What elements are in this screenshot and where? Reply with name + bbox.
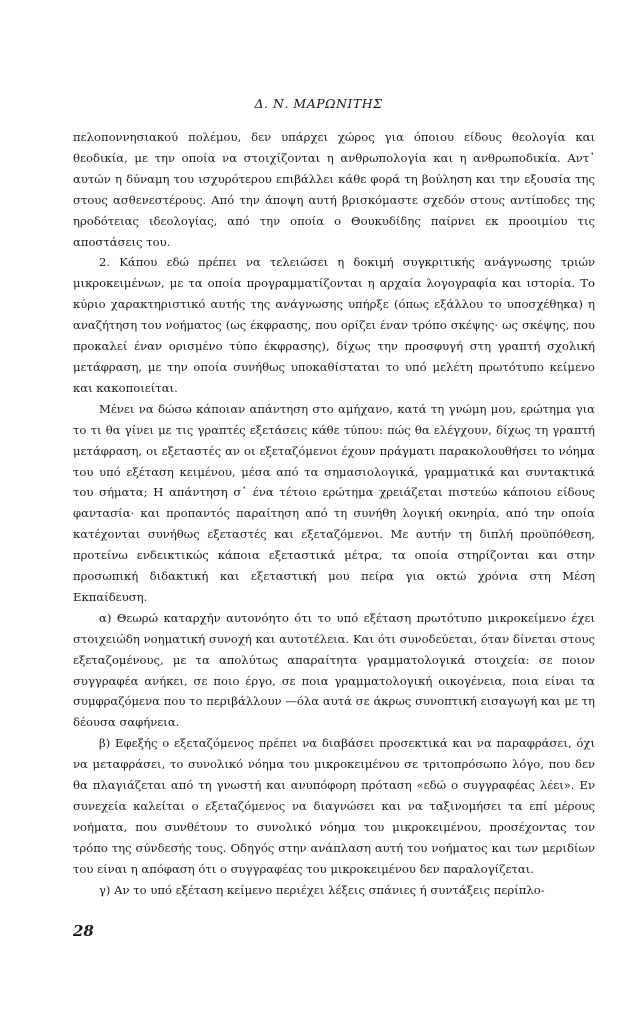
paragraph-continuation: πελοποννησιακού πολέμου, δεν υπάρχει χώρος για όποιου είδους θεολογία και θεοδικία, με την οποία να στοιχίζονται η ανθρωπολογία και η ανθρωποδικία. Αντ᾽ αυτών η δύναμη του ισχυρότερου επιβάλλει κάθε φορά τη βούληση και την εξουσία της στους ασθενεστέρους. Από την άποψη αυτή βρισκόμαστε σχεδόν στους αντίποδες της ηροδότειας ιδεολογίας, από την οποία ο Θουκυδίδης παίρνει εκ προοιμίου τις αποστάσεις του. [73, 130, 595, 249]
body-text [73, 127, 595, 901]
paragraph-section-2: 2. Κάπου εδώ πρέπει να τελειώσει η δοκιμή συγκριτικής ανάγνωσης τριών μικροκειμένων, με τα οποία προγραμματίζονται η αρχαία λογογραφία και ιστορία. Το κύριο χαρακτηριστικό αυτής της ανάγνωσης υπήρξε (όπως εξάλλου το υποσχέθηκα) η αναζήτηση του νοήματος (ως έκφρασης, που ορίζει έναν τρόπο σκέψης· ως σκέψης, που προκαλεί έναν ορισμένο τύπο έκφρασης), δίχως την προσφυγή στη γραπτή σχολική μετάφραση, με την οποία συνήθως υποκαθίσταται το υπό μελέτη πρωτότυπο κείμενο και κακοποιείται. [73, 255, 595, 395]
paragraph-item-a: α) Θεωρώ καταρχήν αυτονόητο ότι το υπό εξέταση πρωτότυπο μικροκείμενο έχει στοιχειώδη νοηματική συνοχή και αυτοτέλεια. Και ότι συνοδεύεται, όταν δίνεται στους εξεταζομένους, με τα απολύτως απαραίτητα γραμματολογικά στοιχεία: σε ποιον συγγραφέα ανήκει, σε ποιο έργο, σε ποια γραμματολογική οικογένεια, ποια είναι τα συμφραζόμενα που το περιβάλλουν —όλα αυτά σε άκρως συνοπτική εισαγωγή και με τη δέουσα σαφήνεια. [73, 610, 595, 730]
running-head-author: Δ. Ν. ΜΑΡΩΝΙΤΗΣ [254, 96, 383, 111]
paragraph-item-b: β) Εφεξής ο εξεταζόμενος πρέπει να διαβάσει προσεκτικά και να παραφράσει, όχι να μεταφράσει, το συνολικό νόημα του μικροκειμένου σε τριτοπρόσωπο λόγο, που δεν θα πλαγιάζεται από τη γνωστή και ανυπόφορη πρόταση «εδώ ο συγγραφέας λέει». Εν συνεχεία καλείται ο εξεταζόμενος να διαγνώσει και να ταξινομήσει τα επί μέρους νοήματα, που συνθέτουν το συνολικό νόημα του μικροκειμένου, προσέχοντας τον τρόπο της σύνδεσής τους. Οδηγός στην ανάπλαση αυτή του νοήματος και των μεριδίων του είναι η απόφαση ότι ο συγγραφέας του μικροκειμένου δεν παραλογίζεται. [73, 736, 595, 876]
paragraph-item-c: γ) Αν το υπό εξέταση κείμενο περιέχει λέξεις σπάνιες ή συντάξεις περίπλο- [99, 882, 545, 897]
page-number: 28 [73, 922, 94, 940]
paragraph-exam-question: Μένει να δώσω κάποιαν απάντηση στο αμήχανο, κατά τη γνώμη μου, ερώτημα για το τι θα γίνει με τις γραπτές εξετάσεις κάθε τύπου: πώς θα ελέγχουν, δίχως τη γραπτή μετάφραση, οι εξεταστές αν οι εξεταζόμενοι έχουν πράγματι παρακολουθήσει το νόημα του υπό εξέταση κειμένου, μέσα από τα σημασιολογικά, γραμματικά και συντακτικά του σήματα; Η απάντηση σ᾽ ένα τέτοιο ερώτημα χρειάζεται πιστεύω κάποιου είδους φαντασία· και προπαντός παραίτηση από τη συνήθη λογική οκνηρία, από την οποία κατέχονται συνήθως εξεταστές και εξεταζόμενοι. Με αυτήν τη διπλή προϋπόθεση, προτείνω ενδεικτικώς κάποια εξεταστικά μέτρα, τα οποία στηρίζονται και στην προσωπική διδακτική και εξεταστική μου πείρα για οκτώ χρόνια στη Μέση Εκπαίδευση. [73, 401, 595, 604]
